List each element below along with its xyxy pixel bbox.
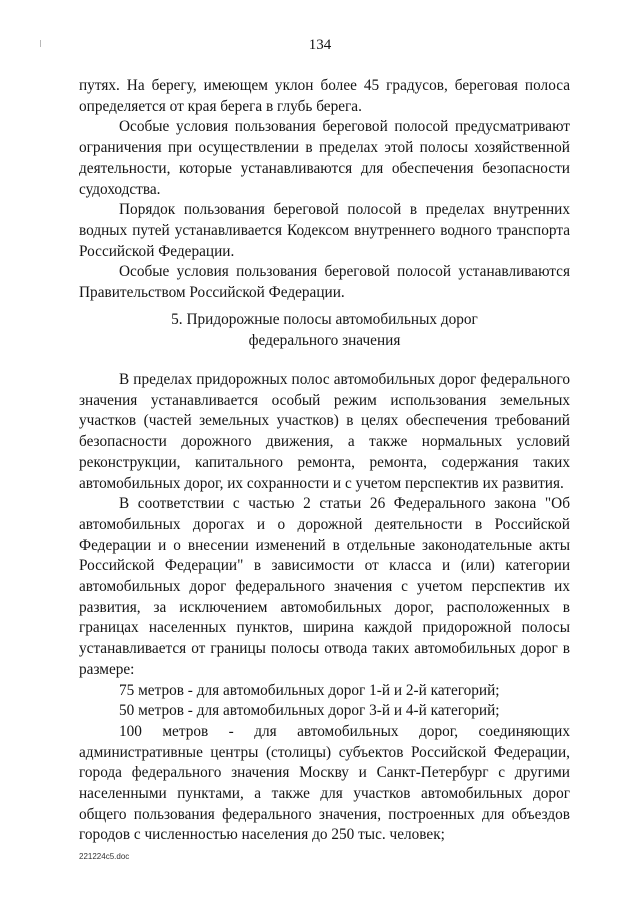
- paragraph-2-1: В пределах придорожных полос автомобильных дорог федерального значения устанавливается особый режим использования земельных участков (частей земельных участков) в целях обеспечения требований безопасности дорожного движения, а также нормальных условий реконструкции, капитального ремонта, ремонта, содержания таких автомобильных дорог, их сохранности и с учетом перспектив их развития.: [79, 371, 570, 492]
- text-block-2: [79, 370, 570, 846]
- section-heading-line-2: федерального значения: [248, 331, 401, 349]
- page-number: 134: [308, 37, 332, 53]
- paragraph-1-3: Порядок пользования береговой полосой в пределах внутренних водных путей устанавливается Кодексом внутреннего водного транспорта Российской Федерации.: [79, 201, 570, 260]
- footer-file-code: 221224c5.doc: [79, 852, 130, 861]
- paragraph-1-2: Особые условия пользования береговой полосой предусматривают ограничения при осуществлении в пределах этой полосы хозяйственной деятельности, которые устанавливаются для обеспечения безопасности судоходства.: [79, 118, 570, 198]
- paragraph-1-4: Особые условия пользования береговой полосой устанавливаются Правительством Российской Федерации.: [79, 263, 570, 302]
- text-block-1: [79, 76, 570, 304]
- paragraph-2-2: В соответствии с частью 2 статьи 26 Федерального закона "Об автомобильных дорогах и о дорожной деятельности в Российской Федерации и о внесении изменений в отдельные законодательные акты Российской Федерации" в зависимости от класса и (или) категории автомобильных дорог федерального значения с учетом перспектив их развития, за исключением автомобильных дорог, расположенных в границах населенных пунктов, ширина каждой придорожной полосы устанавливается от границы полосы отвода таких автомобильных дорог в размере:: [79, 495, 570, 678]
- paragraph-2-5: 100 метров - для автомобильных дорог, соединяющих административные центры (столицы) субъектов Российской Федерации, города федерального значения Москву и Санкт-Петербург с другими населенными пунктами, а также для участков автомобильных дорог общего пользования федерального значения, построенных для объездов городов с численностью населения до 250 тыс. человек;: [79, 722, 570, 844]
- paragraph-2-3: 75 метров - для автомобильных дорог 1-й и 2-й категорий;: [119, 681, 500, 699]
- paragraph-1-1: путях. На берегу, имеющем уклон более 45 градусов, береговая полоса определяется от края берега в глубь берега.: [79, 77, 570, 115]
- paragraph-2-4: 50 метров - для автомобильных дорог 3-й и 4-й категорий;: [119, 702, 500, 720]
- section-heading: [79, 310, 570, 351]
- section-heading-line-1: 5. Придорожные полосы автомобильных дорог: [171, 311, 478, 328]
